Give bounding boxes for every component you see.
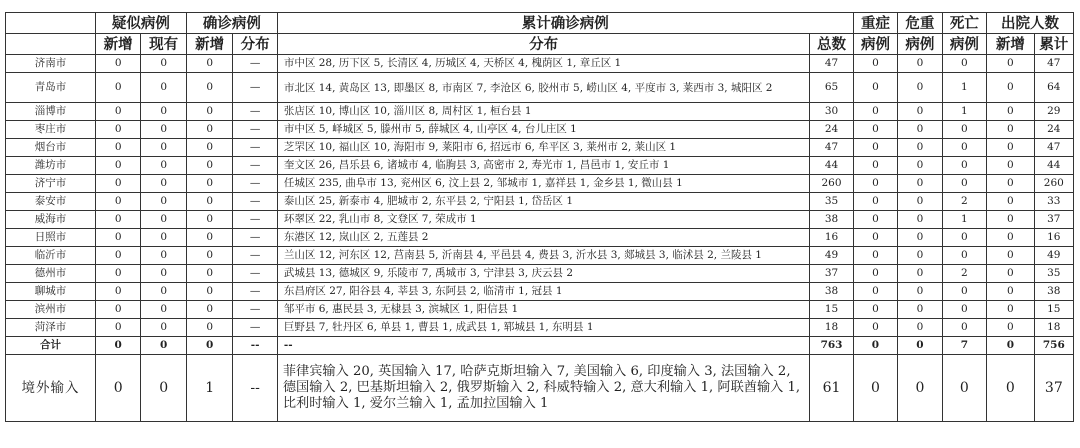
severe-cell: 0	[853, 337, 897, 355]
suspected-current-cell: 0	[141, 193, 186, 211]
critical-cell: 0	[898, 157, 942, 175]
critical-cell: 0	[898, 319, 942, 337]
total-cell: 260	[810, 175, 853, 193]
suspected-new-cell: 0	[95, 355, 140, 422]
confirmed-new-cell: 0	[186, 211, 233, 229]
critical-cell: 0	[898, 283, 942, 301]
district-distribution-cell: 菲律宾输入 20, 英国输入 17, 哈萨克斯坦输入 7, 美国输入 6, 印度输入 3, 法国输入 2, 德国输入 2, 巴基斯坦输入 2, 俄罗斯输入 2, 科威特输入 2, 意大利输入 1, 阿联酋输入 1, 比利时输入 1, 爱尔兰输入 1, 孟加拉国输入 1	[277, 355, 809, 422]
district-distribution-cell: 市北区 14, 黄岛区 13, 即墨区 8, 市南区 7, 李沧区 6, 胶州市 5, 崂山区 4, 平度市 3, 莱西市 3, 城阳区 2	[277, 73, 809, 103]
suspected-current-cell: 0	[141, 211, 186, 229]
confirmed-new-cell: 0	[186, 121, 233, 139]
death-cell: 0	[942, 139, 986, 157]
city-cell: 枣庄市	[6, 121, 96, 139]
header-cumulative-dist: 分布	[277, 34, 809, 55]
severe-cell: 0	[853, 283, 897, 301]
header-critical-sub: 病例	[898, 34, 942, 55]
covid-cases-table	[5, 12, 1074, 422]
suspected-current-cell: 0	[141, 121, 186, 139]
table-row	[6, 193, 1074, 211]
critical-cell: 0	[898, 211, 942, 229]
city-cell: 济南市	[6, 55, 96, 73]
suspected-current-cell: 0	[141, 55, 186, 73]
discharged-new-cell: 0	[987, 229, 1035, 247]
death-cell: 0	[942, 319, 986, 337]
critical-cell: 0	[898, 301, 942, 319]
table-header	[6, 13, 1074, 55]
severe-cell: 0	[853, 103, 897, 121]
confirmed-new-cell: 0	[186, 175, 233, 193]
discharged-total-cell: 15	[1034, 301, 1073, 319]
confirmed-new-cell: 0	[186, 301, 233, 319]
district-distribution-cell: 巨野县 7, 牡丹区 6, 单县 1, 曹县 1, 成武县 1, 郓城县 1, 东明县 1	[277, 319, 809, 337]
death-cell: 0	[942, 121, 986, 139]
district-distribution-cell: 市中区 5, 峄城区 5, 滕州市 5, 薛城区 4, 山亭区 4, 台儿庄区 1	[277, 121, 809, 139]
table-row	[6, 73, 1074, 103]
severe-cell: 0	[853, 121, 897, 139]
district-distribution-cell: 邹平市 6, 惠民县 3, 无棣县 3, 滨城区 1, 阳信县 1	[277, 301, 809, 319]
district-distribution-cell: 泰山区 25, 新泰市 4, 肥城市 2, 东平县 2, 宁阳县 1, 岱岳区 1	[277, 193, 809, 211]
suspected-current-cell: 0	[141, 337, 186, 355]
discharged-total-cell: 260	[1034, 175, 1073, 193]
city-cell: 滨州市	[6, 301, 96, 319]
severe-cell: 0	[853, 301, 897, 319]
header-suspected-current: 现有	[141, 34, 186, 55]
suspected-current-cell: 0	[141, 355, 186, 422]
city-cell: 济宁市	[6, 175, 96, 193]
death-cell: 1	[942, 211, 986, 229]
header-discharged-new: 新增	[987, 34, 1035, 55]
discharged-new-cell: 0	[987, 55, 1035, 73]
confirmed-new-cell: 0	[186, 229, 233, 247]
confirmed-new-cell: 0	[186, 55, 233, 73]
table-row	[6, 301, 1074, 319]
total-cell: 35	[810, 193, 853, 211]
suspected-new-cell: 0	[95, 319, 140, 337]
city-cell: 威海市	[6, 211, 96, 229]
total-cell: 15	[810, 301, 853, 319]
total-row	[6, 337, 1074, 355]
discharged-new-cell: 0	[987, 73, 1035, 103]
header-row-sub	[6, 34, 1074, 55]
total-cell: 763	[810, 337, 853, 355]
death-cell: 0	[942, 355, 986, 422]
header-death-top: 死亡	[942, 13, 986, 34]
table-row	[6, 211, 1074, 229]
confirmed-new-cell: 0	[186, 247, 233, 265]
discharged-new-cell: 0	[987, 265, 1035, 283]
total-cell: 47	[810, 139, 853, 157]
table-row	[6, 229, 1074, 247]
suspected-new-cell: 0	[95, 139, 140, 157]
death-cell: 2	[942, 193, 986, 211]
critical-cell: 0	[898, 355, 942, 422]
header-severe-top: 重症	[853, 13, 897, 34]
death-cell: 0	[942, 229, 986, 247]
suspected-new-cell: 0	[95, 121, 140, 139]
confirmed-new-cell: 0	[186, 73, 233, 103]
confirmed-dist-cell: —	[233, 211, 277, 229]
total-cell: 38	[810, 211, 853, 229]
death-cell: 1	[942, 73, 986, 103]
severe-cell: 0	[853, 175, 897, 193]
city-cell: 烟台市	[6, 139, 96, 157]
suspected-current-cell: 0	[141, 247, 186, 265]
confirmed-dist-cell: —	[233, 121, 277, 139]
total-cell: 65	[810, 73, 853, 103]
suspected-new-cell: 0	[95, 103, 140, 121]
city-cell: 淄博市	[6, 103, 96, 121]
confirmed-dist-cell: —	[233, 247, 277, 265]
total-cell: 16	[810, 229, 853, 247]
suspected-new-cell: 0	[95, 229, 140, 247]
confirmed-dist-cell: —	[233, 193, 277, 211]
critical-cell: 0	[898, 337, 942, 355]
total-cell: 38	[810, 283, 853, 301]
confirmed-dist-cell: —	[233, 301, 277, 319]
header-death-sub: 病例	[942, 34, 986, 55]
discharged-total-cell: 64	[1034, 73, 1073, 103]
table-row	[6, 283, 1074, 301]
discharged-new-cell: 0	[987, 103, 1035, 121]
death-cell: 0	[942, 175, 986, 193]
confirmed-dist-cell: —	[233, 157, 277, 175]
death-cell: 0	[942, 301, 986, 319]
discharged-total-cell: 24	[1034, 121, 1073, 139]
death-cell: 7	[942, 337, 986, 355]
suspected-current-cell: 0	[141, 157, 186, 175]
discharged-new-cell: 0	[987, 157, 1035, 175]
death-cell: 0	[942, 283, 986, 301]
suspected-current-cell: 0	[141, 175, 186, 193]
table-row	[6, 103, 1074, 121]
confirmed-dist-cell: —	[233, 103, 277, 121]
critical-cell: 0	[898, 73, 942, 103]
confirmed-dist-cell: —	[233, 73, 277, 103]
discharged-new-cell: 0	[987, 301, 1035, 319]
discharged-total-cell: 37	[1034, 211, 1073, 229]
city-cell: 境外输入	[6, 355, 96, 422]
header-cumulative: 累计确诊病例	[277, 13, 853, 34]
confirmed-new-cell: 0	[186, 265, 233, 283]
district-distribution-cell: 奎文区 26, 昌乐县 6, 诸城市 4, 临朐县 3, 高密市 2, 寿光市 1, 昌邑市 1, 安丘市 1	[277, 157, 809, 175]
critical-cell: 0	[898, 103, 942, 121]
header-total: 总数	[810, 34, 853, 55]
table-row	[6, 319, 1074, 337]
suspected-current-cell: 0	[141, 265, 186, 283]
discharged-total-cell: 16	[1034, 229, 1073, 247]
discharged-new-cell: 0	[987, 139, 1035, 157]
header-discharged: 出院人数	[987, 13, 1074, 34]
suspected-new-cell: 0	[95, 175, 140, 193]
critical-cell: 0	[898, 175, 942, 193]
suspected-current-cell: 0	[141, 73, 186, 103]
table-row	[6, 247, 1074, 265]
severe-cell: 0	[853, 319, 897, 337]
death-cell: 0	[942, 247, 986, 265]
discharged-new-cell: 0	[987, 175, 1035, 193]
severe-cell: 0	[853, 193, 897, 211]
header-city-blank-sub	[6, 34, 96, 55]
death-cell: 0	[942, 55, 986, 73]
confirmed-dist-cell: --	[233, 337, 277, 355]
confirmed-new-cell: 0	[186, 283, 233, 301]
header-critical-top: 危重	[898, 13, 942, 34]
city-cell: 合计	[6, 337, 96, 355]
suspected-current-cell: 0	[141, 301, 186, 319]
death-cell: 0	[942, 157, 986, 175]
table-row	[6, 157, 1074, 175]
severe-cell: 0	[853, 55, 897, 73]
total-cell: 37	[810, 265, 853, 283]
district-distribution-cell: 芝罘区 10, 福山区 10, 海阳市 9, 莱阳市 6, 招远市 6, 牟平区 3, 莱州市 2, 莱山区 1	[277, 139, 809, 157]
confirmed-dist-cell: —	[233, 55, 277, 73]
confirmed-dist-cell: —	[233, 175, 277, 193]
confirmed-dist-cell: —	[233, 265, 277, 283]
discharged-total-cell: 47	[1034, 139, 1073, 157]
discharged-total-cell: 33	[1034, 193, 1073, 211]
district-distribution-cell: --	[277, 337, 809, 355]
discharged-total-cell: 47	[1034, 55, 1073, 73]
discharged-total-cell: 38	[1034, 283, 1073, 301]
discharged-new-cell: 0	[987, 211, 1035, 229]
header-confirmed: 确诊病例	[186, 13, 277, 34]
discharged-new-cell: 0	[987, 247, 1035, 265]
suspected-current-cell: 0	[141, 103, 186, 121]
city-cell: 青岛市	[6, 73, 96, 103]
death-cell: 2	[942, 265, 986, 283]
suspected-new-cell: 0	[95, 265, 140, 283]
critical-cell: 0	[898, 55, 942, 73]
severe-cell: 0	[853, 73, 897, 103]
header-suspected-new: 新增	[95, 34, 140, 55]
suspected-new-cell: 0	[95, 73, 140, 103]
critical-cell: 0	[898, 139, 942, 157]
confirmed-new-cell: 0	[186, 139, 233, 157]
suspected-current-cell: 0	[141, 319, 186, 337]
table-body	[6, 55, 1074, 422]
discharged-total-cell: 35	[1034, 265, 1073, 283]
severe-cell: 0	[853, 157, 897, 175]
death-cell: 1	[942, 103, 986, 121]
total-cell: 47	[810, 55, 853, 73]
severe-cell: 0	[853, 139, 897, 157]
suspected-new-cell: 0	[95, 55, 140, 73]
suspected-current-cell: 0	[141, 139, 186, 157]
header-confirmed-dist: 分布	[233, 34, 277, 55]
city-cell: 菏泽市	[6, 319, 96, 337]
critical-cell: 0	[898, 229, 942, 247]
district-distribution-cell: 环翠区 22, 乳山市 8, 文登区 7, 荣成市 1	[277, 211, 809, 229]
discharged-new-cell: 0	[987, 193, 1035, 211]
district-distribution-cell: 任城区 235, 曲阜市 13, 兖州区 6, 汶上县 2, 邹城市 1, 嘉祥县 1, 金乡县 1, 微山县 1	[277, 175, 809, 193]
city-cell: 泰安市	[6, 193, 96, 211]
discharged-total-cell: 756	[1034, 337, 1073, 355]
severe-cell: 0	[853, 247, 897, 265]
severe-cell: 0	[853, 229, 897, 247]
confirmed-new-cell: 0	[186, 193, 233, 211]
district-distribution-cell: 市中区 28, 历下区 5, 长清区 4, 历城区 4, 天桥区 4, 槐荫区 1, 章丘区 1	[277, 55, 809, 73]
suspected-current-cell: 0	[141, 283, 186, 301]
suspected-new-cell: 0	[95, 247, 140, 265]
confirmed-dist-cell: —	[233, 283, 277, 301]
city-cell: 潍坊市	[6, 157, 96, 175]
total-cell: 30	[810, 103, 853, 121]
total-cell: 61	[810, 355, 853, 422]
district-distribution-cell: 张店区 10, 博山区 10, 淄川区 8, 周村区 1, 桓台县 1	[277, 103, 809, 121]
table-row	[6, 55, 1074, 73]
confirmed-dist-cell: —	[233, 319, 277, 337]
table-row	[6, 139, 1074, 157]
city-cell: 日照市	[6, 229, 96, 247]
discharged-total-cell: 18	[1034, 319, 1073, 337]
severe-cell: 0	[853, 265, 897, 283]
district-distribution-cell: 东昌府区 27, 阳谷县 4, 莘县 3, 东阿县 2, 临清市 1, 冠县 1	[277, 283, 809, 301]
header-discharged-total: 累计	[1034, 34, 1073, 55]
suspected-new-cell: 0	[95, 301, 140, 319]
critical-cell: 0	[898, 247, 942, 265]
discharged-new-cell: 0	[987, 121, 1035, 139]
confirmed-new-cell: 1	[186, 355, 233, 422]
table-row	[6, 121, 1074, 139]
table-row	[6, 265, 1074, 283]
district-distribution-cell: 兰山区 12, 河东区 12, 莒南县 5, 沂南县 4, 平邑县 4, 费县 3, 沂水县 3, 郯城县 3, 临沭县 2, 兰陵县 1	[277, 247, 809, 265]
suspected-new-cell: 0	[95, 283, 140, 301]
city-cell: 临沂市	[6, 247, 96, 265]
suspected-new-cell: 0	[95, 337, 140, 355]
confirmed-dist-cell: —	[233, 229, 277, 247]
confirmed-dist-cell: —	[233, 139, 277, 157]
discharged-new-cell: 0	[987, 337, 1035, 355]
header-row-top	[6, 13, 1074, 34]
city-cell: 聊城市	[6, 283, 96, 301]
table-row	[6, 175, 1074, 193]
discharged-new-cell: 0	[987, 319, 1035, 337]
district-distribution-cell: 武城县 13, 德城区 9, 乐陵市 7, 禹城市 3, 宁津县 3, 庆云县 2	[277, 265, 809, 283]
discharged-new-cell: 0	[987, 355, 1035, 422]
critical-cell: 0	[898, 121, 942, 139]
suspected-current-cell: 0	[141, 229, 186, 247]
city-cell: 德州市	[6, 265, 96, 283]
confirmed-new-cell: 0	[186, 157, 233, 175]
confirmed-new-cell: 0	[186, 319, 233, 337]
confirmed-dist-cell: --	[233, 355, 277, 422]
suspected-new-cell: 0	[95, 193, 140, 211]
confirmed-new-cell: 0	[186, 337, 233, 355]
total-cell: 24	[810, 121, 853, 139]
discharged-new-cell: 0	[987, 283, 1035, 301]
total-cell: 18	[810, 319, 853, 337]
imported-cases-row	[6, 355, 1074, 422]
suspected-new-cell: 0	[95, 157, 140, 175]
severe-cell: 0	[853, 211, 897, 229]
critical-cell: 0	[898, 193, 942, 211]
header-confirmed-new: 新增	[186, 34, 233, 55]
district-distribution-cell: 东港区 12, 岚山区 2, 五莲县 2	[277, 229, 809, 247]
total-cell: 44	[810, 157, 853, 175]
discharged-total-cell: 29	[1034, 103, 1073, 121]
header-suspected: 疑似病例	[95, 13, 186, 34]
critical-cell: 0	[898, 265, 942, 283]
header-city-blank	[6, 13, 96, 34]
discharged-total-cell: 49	[1034, 247, 1073, 265]
confirmed-new-cell: 0	[186, 103, 233, 121]
discharged-total-cell: 37	[1034, 355, 1073, 422]
discharged-total-cell: 44	[1034, 157, 1073, 175]
total-cell: 49	[810, 247, 853, 265]
header-severe-sub: 病例	[853, 34, 897, 55]
suspected-new-cell: 0	[95, 211, 140, 229]
severe-cell: 0	[853, 355, 897, 422]
